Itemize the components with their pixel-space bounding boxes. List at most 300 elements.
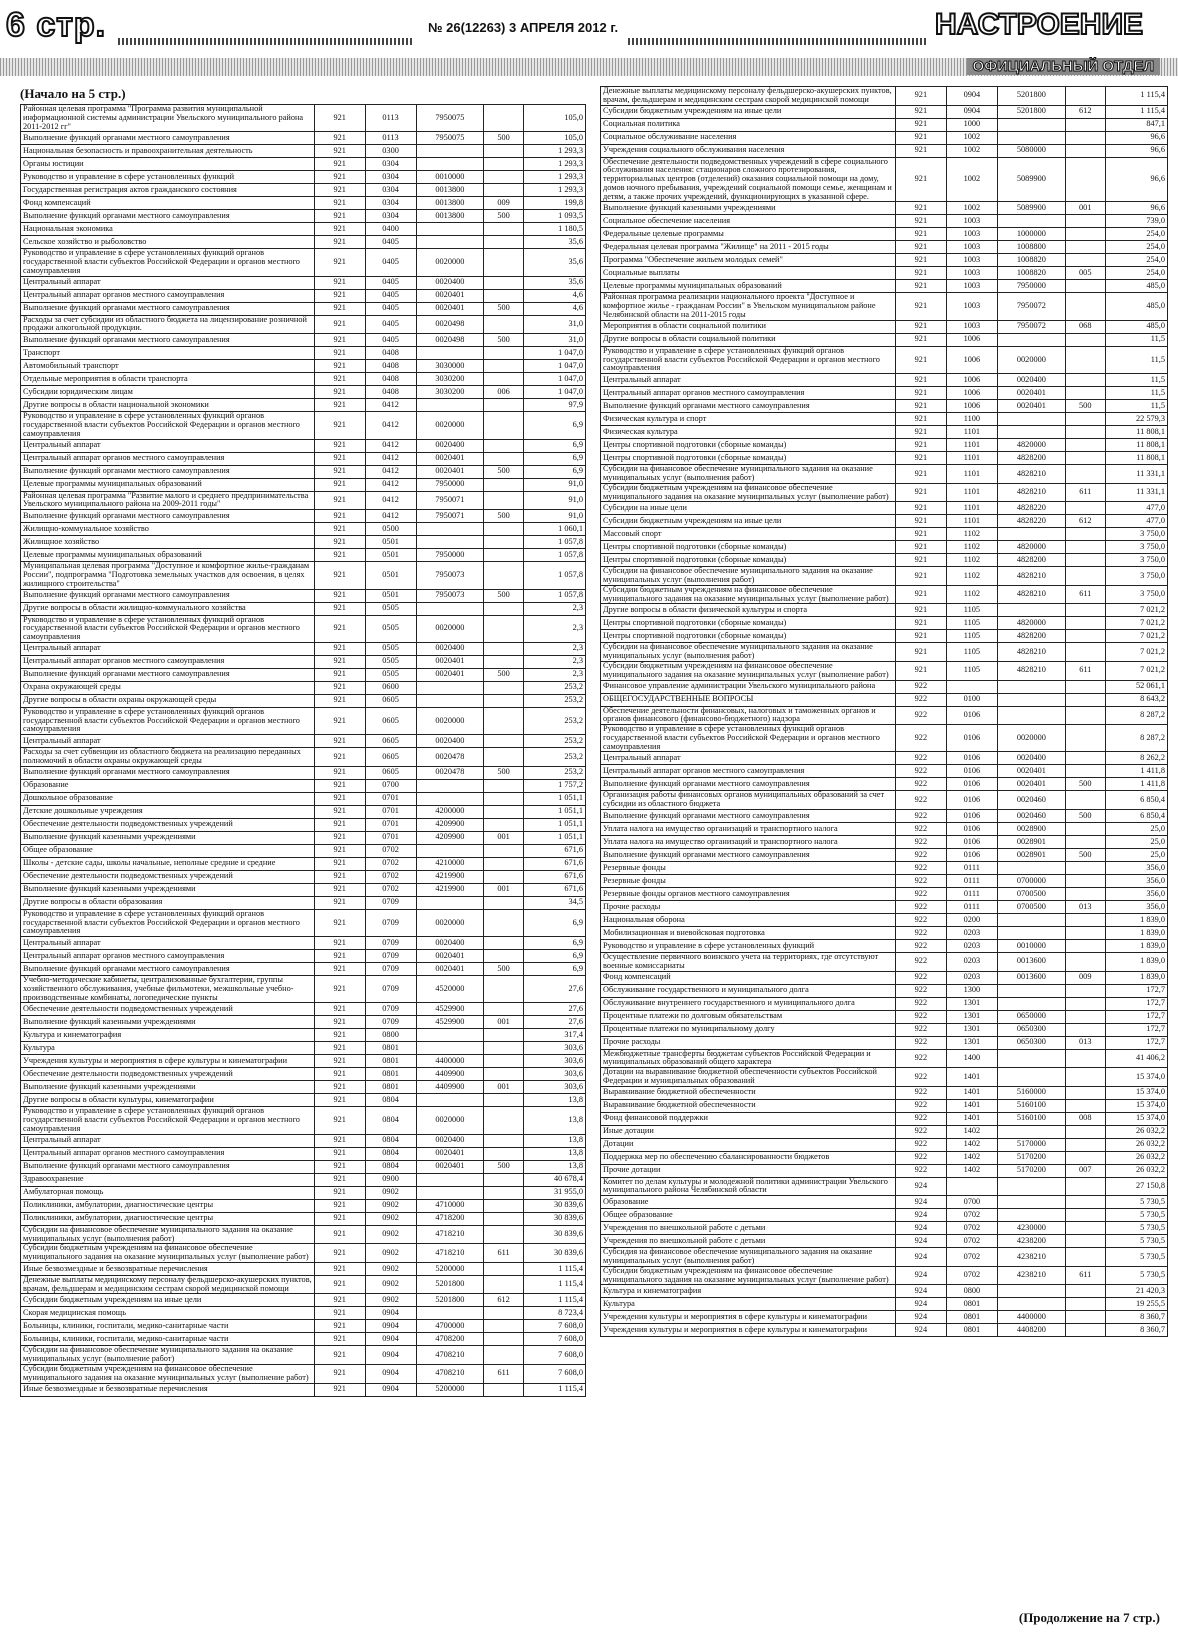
- row-name: Центры спортивной подготовки (сборные команды): [601, 452, 896, 465]
- row-name: Фонд компенсаций: [21, 197, 315, 210]
- expense-type-code: [1065, 1099, 1105, 1112]
- expense-type-code: [484, 615, 524, 642]
- amount: 253,2: [523, 681, 585, 694]
- amount: 31 955,0: [523, 1186, 585, 1199]
- table-row: [21, 1333, 586, 1346]
- expense-type-code: [484, 1212, 524, 1225]
- target-article-code: 0020498: [416, 334, 484, 347]
- section-code: 0408: [365, 373, 416, 386]
- row-name: Общее образование: [21, 844, 315, 857]
- ministry-code: 921: [314, 1320, 365, 1333]
- amount: 13,8: [523, 1160, 585, 1173]
- table-row: [21, 347, 586, 360]
- amount: 172,7: [1105, 1023, 1167, 1036]
- amount: 1 047,0: [523, 360, 585, 373]
- ministry-code: 922: [895, 1125, 946, 1138]
- section-code: 0408: [365, 386, 416, 399]
- amount: 11,5: [1105, 400, 1167, 413]
- ministry-code: 924: [895, 1298, 946, 1311]
- ministry-code: 921: [895, 157, 946, 202]
- ministry-code: 921: [895, 465, 946, 484]
- expense-type-code: [484, 347, 524, 360]
- ministry-code: 921: [895, 617, 946, 630]
- expense-type-code: [484, 1225, 524, 1244]
- ministry-code: 921: [314, 844, 365, 857]
- amount: 6,9: [523, 937, 585, 950]
- amount: 254,0: [1105, 228, 1167, 241]
- section-code: 1401: [946, 1112, 997, 1125]
- ministry-code: 922: [895, 823, 946, 836]
- expense-type-code: [484, 896, 524, 909]
- table-row: [601, 862, 1168, 875]
- ministry-code: 921: [314, 1081, 365, 1094]
- target-article-code: 0020400: [997, 752, 1065, 765]
- target-article-code: [997, 426, 1065, 439]
- section-code: 0304: [365, 184, 416, 197]
- expense-type-code: [1065, 604, 1105, 617]
- ministry-code: 921: [895, 554, 946, 567]
- target-article-code: 0020000: [416, 615, 484, 642]
- ministry-code: 922: [895, 1151, 946, 1164]
- row-name: Выполнение функций органами местного самоуправления: [21, 465, 315, 478]
- row-name: Обеспечение деятельности подведомственных учреждений: [21, 818, 315, 831]
- ministry-code: 921: [314, 276, 365, 289]
- ministry-code: 921: [314, 549, 365, 562]
- row-name: ОБЩЕГОСУДАРСТВЕННЫЕ ВОПРОСЫ: [601, 693, 896, 706]
- target-article-code: 4828210: [997, 585, 1065, 604]
- amount: 8 723,4: [523, 1307, 585, 1320]
- target-article-code: 5160100: [997, 1112, 1065, 1125]
- section-title: ОФИЦИАЛЬНЫЙ ОТДЕЛ: [967, 58, 1160, 75]
- amount: 356,0: [1105, 901, 1167, 914]
- section-code: 0902: [365, 1244, 416, 1263]
- expense-type-code: [1065, 997, 1105, 1010]
- target-article-code: 0010000: [416, 171, 484, 184]
- section-code: 0111: [946, 862, 997, 875]
- target-article-code: 7950075: [416, 132, 484, 145]
- ministry-code: 924: [895, 1266, 946, 1285]
- expense-type-code: [484, 681, 524, 694]
- target-article-code: [997, 1177, 1065, 1196]
- target-article-code: [997, 1196, 1065, 1209]
- target-article-code: 0020400: [416, 276, 484, 289]
- target-article-code: 0020000: [416, 412, 484, 439]
- expense-type-code: [484, 223, 524, 236]
- target-article-code: [416, 792, 484, 805]
- amount: 1 093,5: [523, 210, 585, 223]
- amount: 847,1: [1105, 118, 1167, 131]
- section-code: 0904: [946, 105, 997, 118]
- expense-type-code: [1065, 241, 1105, 254]
- row-name: Субсидии на финансовое обеспечение муниципального задания на оказание муниципальных услуг (выполнения работ): [601, 567, 896, 586]
- table-row: [601, 1222, 1168, 1235]
- table-row: [21, 1003, 586, 1016]
- amount: 13,8: [523, 1107, 585, 1134]
- amount: 1 839,0: [1105, 914, 1167, 927]
- table-row: [21, 1383, 586, 1396]
- row-name: Центры спортивной подготовки (сборные команды): [601, 630, 896, 643]
- row-name: Субсидии бюджетным учреждениям на финансовое обеспечение муниципального задания на оказание муниципальных услуг (выполнение работ): [21, 1365, 315, 1384]
- section-code: 1105: [946, 643, 997, 662]
- amount: 11,5: [1105, 346, 1167, 373]
- ministry-code: 921: [314, 171, 365, 184]
- target-article-code: 0020401: [416, 302, 484, 315]
- ministry-code: 924: [895, 1311, 946, 1324]
- table-row: [601, 725, 1168, 752]
- row-name: Центральный аппарат: [21, 642, 315, 655]
- amount: 5 730,5: [1105, 1196, 1167, 1209]
- row-name: Субсидии юридическим лицам: [21, 386, 315, 399]
- row-name: Учебно-методические кабинеты, централизованные бухгалтерии, группы хозяйственного обслуживания, учебные фильмотеки, межшкольные учебно-производственные комбинаты, логопедические пункты: [21, 976, 315, 1003]
- row-name: Другие вопросы в области физической культуры и спорта: [601, 604, 896, 617]
- target-article-code: 5170200: [997, 1151, 1065, 1164]
- row-name: Руководство и управление в сфере установленных функций органов государственной власти субъектов Российской Федерации и органов местного самоуправления: [601, 725, 896, 752]
- table-row: [601, 914, 1168, 927]
- section-code: 1002: [946, 131, 997, 144]
- ministry-code: 922: [895, 984, 946, 997]
- amount: 1 051,1: [523, 792, 585, 805]
- row-name: Выравнивание бюджетной обеспеченности: [601, 1086, 896, 1099]
- section-code: 0800: [365, 1029, 416, 1042]
- row-name: Обеспечение деятельности подведомственных учреждений: [21, 1003, 315, 1016]
- target-article-code: [416, 1186, 484, 1199]
- ministry-code: 921: [314, 748, 365, 767]
- table-row: [21, 1320, 586, 1333]
- amount: 253,2: [523, 766, 585, 779]
- table-row: [601, 554, 1168, 567]
- table-row: [21, 510, 586, 523]
- ministry-code: 921: [314, 412, 365, 439]
- table-row: [21, 1094, 586, 1107]
- section-code: 0304: [365, 171, 416, 184]
- target-article-code: 0020401: [416, 465, 484, 478]
- amount: 1 051,1: [523, 831, 585, 844]
- table-row: [21, 412, 586, 439]
- target-article-code: 4219900: [416, 883, 484, 896]
- row-name: Культура: [21, 1042, 315, 1055]
- amount: 303,6: [523, 1042, 585, 1055]
- target-article-code: [997, 1068, 1065, 1087]
- section-code: 0304: [365, 197, 416, 210]
- table-row: [21, 883, 586, 896]
- target-article-code: [416, 158, 484, 171]
- right-column: [600, 86, 1168, 1337]
- table-row: [21, 145, 586, 158]
- table-row: [601, 1248, 1168, 1267]
- section-code: 1102: [946, 554, 997, 567]
- table-row: [601, 400, 1168, 413]
- table-row: [21, 197, 586, 210]
- row-name: Субсидии бюджетным учреждениям на финансовое обеспечение муниципального задания на оказание муниципальных услуг (выполнение работ): [601, 483, 896, 502]
- expense-type-code: 612: [1065, 105, 1105, 118]
- amount: 31,0: [523, 334, 585, 347]
- table-row: [601, 374, 1168, 387]
- amount: 1 293,3: [523, 171, 585, 184]
- expense-type-code: 008: [1065, 1112, 1105, 1125]
- ministry-code: 922: [895, 1068, 946, 1087]
- row-name: Другие вопросы в области образования: [21, 896, 315, 909]
- expense-type-code: [484, 236, 524, 249]
- table-row: [21, 289, 586, 302]
- table-row: [21, 1147, 586, 1160]
- ministry-code: 921: [895, 483, 946, 502]
- ministry-code: 921: [314, 1275, 365, 1294]
- section-code: 0700: [946, 1196, 997, 1209]
- expense-type-code: [484, 779, 524, 792]
- expense-type-code: [1065, 643, 1105, 662]
- section-code: 0605: [365, 694, 416, 707]
- amount: 2,3: [523, 602, 585, 615]
- section-code: 1101: [946, 515, 997, 528]
- expense-type-code: [484, 857, 524, 870]
- ministry-code: 921: [314, 909, 365, 936]
- section-code: 1101: [946, 452, 997, 465]
- section-code: 0200: [946, 914, 997, 927]
- target-article-code: [416, 1029, 484, 1042]
- section-code: 1101: [946, 502, 997, 515]
- ministry-code: 921: [895, 202, 946, 215]
- target-article-code: 0028901: [997, 849, 1065, 862]
- row-name: Субсидии на финансовое обеспечение муниципального задания на оказание муниципальных услуг (выполнения работ): [601, 465, 896, 484]
- expense-type-code: [1065, 1298, 1105, 1311]
- amount: 3 750,0: [1105, 541, 1167, 554]
- target-article-code: 0020000: [416, 909, 484, 936]
- amount: 13,8: [523, 1134, 585, 1147]
- row-name: Поддержка мер по обеспечению сбалансированности бюджетов: [601, 1151, 896, 1164]
- table-row: [601, 502, 1168, 515]
- ministry-code: 922: [895, 1164, 946, 1177]
- table-row: [21, 844, 586, 857]
- section-code: 0902: [365, 1225, 416, 1244]
- section-code: 1402: [946, 1138, 997, 1151]
- ministry-code: 921: [314, 779, 365, 792]
- table-row: [21, 334, 586, 347]
- amount: 6,9: [523, 465, 585, 478]
- ministry-code: 921: [314, 439, 365, 452]
- row-name: Центры спортивной подготовки (сборные команды): [601, 554, 896, 567]
- section-code: 1006: [946, 346, 997, 373]
- table-row: [21, 536, 586, 549]
- table-row: [21, 681, 586, 694]
- expense-type-code: [484, 549, 524, 562]
- expense-type-code: [1065, 953, 1105, 972]
- ministry-code: 921: [895, 604, 946, 617]
- section-code: 0900: [365, 1173, 416, 1186]
- ministry-code: 921: [314, 478, 365, 491]
- row-name: Центральный аппарат органов местного самоуправления: [601, 387, 896, 400]
- target-article-code: 4708210: [416, 1346, 484, 1365]
- expense-type-code: [1065, 228, 1105, 241]
- amount: 35,6: [523, 249, 585, 276]
- ministry-code: 921: [314, 399, 365, 412]
- section-code: 1100: [946, 413, 997, 426]
- amount: 253,2: [523, 707, 585, 734]
- table-row: [21, 976, 586, 1003]
- continued-to-note: (Продолжение на 7 стр.): [1018, 1610, 1160, 1625]
- expense-type-code: 500: [1065, 849, 1105, 862]
- ministry-code: 922: [895, 849, 946, 862]
- table-row: [21, 249, 586, 276]
- expense-type-code: 009: [1065, 971, 1105, 984]
- ministry-code: 921: [314, 562, 365, 589]
- target-article-code: 0020400: [416, 937, 484, 950]
- amount: 477,0: [1105, 502, 1167, 515]
- expense-type-code: [484, 1383, 524, 1396]
- ministry-code: 921: [314, 950, 365, 963]
- row-name: Учреждения культуры и мероприятия в сфере культуры и кинематографии: [21, 1055, 315, 1068]
- ministry-code: 921: [314, 1346, 365, 1365]
- target-article-code: 4828200: [997, 452, 1065, 465]
- target-article-code: [416, 681, 484, 694]
- expense-type-code: [1065, 940, 1105, 953]
- table-row: [21, 792, 586, 805]
- table-row: [601, 927, 1168, 940]
- target-article-code: 0700500: [997, 901, 1065, 914]
- table-row: [21, 1173, 586, 1186]
- ministry-code: 921: [314, 1068, 365, 1081]
- ministry-code: 921: [895, 267, 946, 280]
- row-name: Выполнение функций казенными учреждениями: [21, 883, 315, 896]
- expense-type-code: 611: [484, 1244, 524, 1263]
- expense-type-code: 013: [1065, 901, 1105, 914]
- table-row: [21, 766, 586, 779]
- section-code: 0800: [946, 1285, 997, 1298]
- target-article-code: 0020460: [997, 810, 1065, 823]
- expense-type-code: 009: [484, 197, 524, 210]
- expense-type-code: [1065, 791, 1105, 810]
- row-name: Социальное обслуживание населения: [601, 131, 896, 144]
- amount: 91,0: [523, 510, 585, 523]
- amount: 2,3: [523, 642, 585, 655]
- amount: 671,6: [523, 883, 585, 896]
- target-article-code: [997, 333, 1065, 346]
- row-name: Социальное обеспечение населения: [601, 215, 896, 228]
- amount: 11,5: [1105, 333, 1167, 346]
- ministry-code: 921: [895, 144, 946, 157]
- table-row: [601, 528, 1168, 541]
- target-article-code: 4828210: [997, 661, 1065, 680]
- expense-type-code: [484, 707, 524, 734]
- row-name: Культура и кинематография: [601, 1285, 896, 1298]
- expense-type-code: [1065, 1248, 1105, 1267]
- amount: 25,0: [1105, 849, 1167, 862]
- row-name: Центральный аппарат органов местного самоуправления: [21, 655, 315, 668]
- target-article-code: 0020401: [997, 400, 1065, 413]
- section-code: [946, 1177, 997, 1196]
- target-article-code: [997, 1209, 1065, 1222]
- table-row: [601, 483, 1168, 502]
- row-name: Выполнение функций органами местного самоуправления: [601, 778, 896, 791]
- table-row: [21, 360, 586, 373]
- amount: 11,5: [1105, 374, 1167, 387]
- ministry-code: 921: [895, 374, 946, 387]
- amount: 1 293,3: [523, 184, 585, 197]
- section-code: 0605: [365, 735, 416, 748]
- target-article-code: 5170200: [997, 1164, 1065, 1177]
- target-article-code: 0020401: [416, 655, 484, 668]
- section-code: 0904: [365, 1320, 416, 1333]
- row-name: Целевые программы муниципальных образований: [21, 478, 315, 491]
- target-article-code: [997, 706, 1065, 725]
- table-row: [601, 267, 1168, 280]
- table-row: [21, 655, 586, 668]
- amount: 2,3: [523, 655, 585, 668]
- expense-type-code: [1065, 1209, 1105, 1222]
- expense-type-code: [1065, 280, 1105, 293]
- section-code: 0405: [365, 236, 416, 249]
- ministry-code: 922: [895, 752, 946, 765]
- expense-type-code: [1065, 528, 1105, 541]
- ministry-code: 921: [895, 630, 946, 643]
- section-code: 1000: [946, 118, 997, 131]
- table-row: [601, 706, 1168, 725]
- target-article-code: 4828200: [997, 554, 1065, 567]
- ministry-code: 922: [895, 765, 946, 778]
- section-code: 1101: [946, 439, 997, 452]
- row-name: Транспорт: [21, 347, 315, 360]
- row-name: Денежные выплаты медицинскому персоналу фельдшерско-акушерских пунктов, врачам, фельдшерам и медицинским сестрам скорой медицинской помощи: [601, 87, 896, 106]
- section-code: 0702: [365, 844, 416, 857]
- table-row: [21, 210, 586, 223]
- section-code: 0709: [365, 937, 416, 950]
- amount: 1 115,4: [523, 1383, 585, 1396]
- amount: 485,0: [1105, 320, 1167, 333]
- expense-type-code: [484, 1134, 524, 1147]
- table-row: [601, 1311, 1168, 1324]
- ministry-code: 921: [314, 1134, 365, 1147]
- expense-type-code: 500: [484, 334, 524, 347]
- section-code: 1102: [946, 585, 997, 604]
- amount: 172,7: [1105, 1036, 1167, 1049]
- expense-type-code: [1065, 387, 1105, 400]
- amount: 35,6: [523, 276, 585, 289]
- section-code: 0801: [365, 1042, 416, 1055]
- table-row: [21, 963, 586, 976]
- row-name: Учреждения культуры и мероприятия в сфере культуры и кинематографии: [601, 1311, 896, 1324]
- amount: 7 608,0: [523, 1346, 585, 1365]
- section-code: 1402: [946, 1164, 997, 1177]
- table-row: [601, 823, 1168, 836]
- row-name: Дотации на выравнивание бюджетной обеспеченности субъектов Российской Федерации и муниципальных образований: [601, 1068, 896, 1087]
- amount: 6 850,4: [1105, 791, 1167, 810]
- ministry-code: 921: [895, 643, 946, 662]
- budget-table-right: [600, 86, 1168, 1337]
- table-row: [601, 1298, 1168, 1311]
- section-code: 0804: [365, 1160, 416, 1173]
- expense-type-code: [484, 536, 524, 549]
- table-row: [601, 849, 1168, 862]
- section-code: 0405: [365, 315, 416, 334]
- amount: 7 021,2: [1105, 643, 1167, 662]
- target-article-code: 0013800: [416, 184, 484, 197]
- ministry-code: 922: [895, 680, 946, 693]
- amount: 1 115,4: [1105, 105, 1167, 118]
- section-code: 1102: [946, 567, 997, 586]
- amount: 7 608,0: [523, 1333, 585, 1346]
- issue-info: № 26(12263) 3 АПРЕЛЯ 2012 г.: [428, 20, 619, 35]
- ministry-code: 922: [895, 914, 946, 927]
- continued-from-note: (Начало на 5 стр.): [20, 86, 126, 101]
- row-name: Детские дошкольные учреждения: [21, 805, 315, 818]
- row-name: Центральный аппарат: [601, 752, 896, 765]
- target-article-code: 4718210: [416, 1225, 484, 1244]
- target-article-code: 4200000: [416, 805, 484, 818]
- table-row: [601, 778, 1168, 791]
- ministry-code: 921: [314, 668, 365, 681]
- target-article-code: 0020401: [416, 950, 484, 963]
- budget-table-right-body: [601, 87, 1168, 1337]
- section-code: 0902: [365, 1199, 416, 1212]
